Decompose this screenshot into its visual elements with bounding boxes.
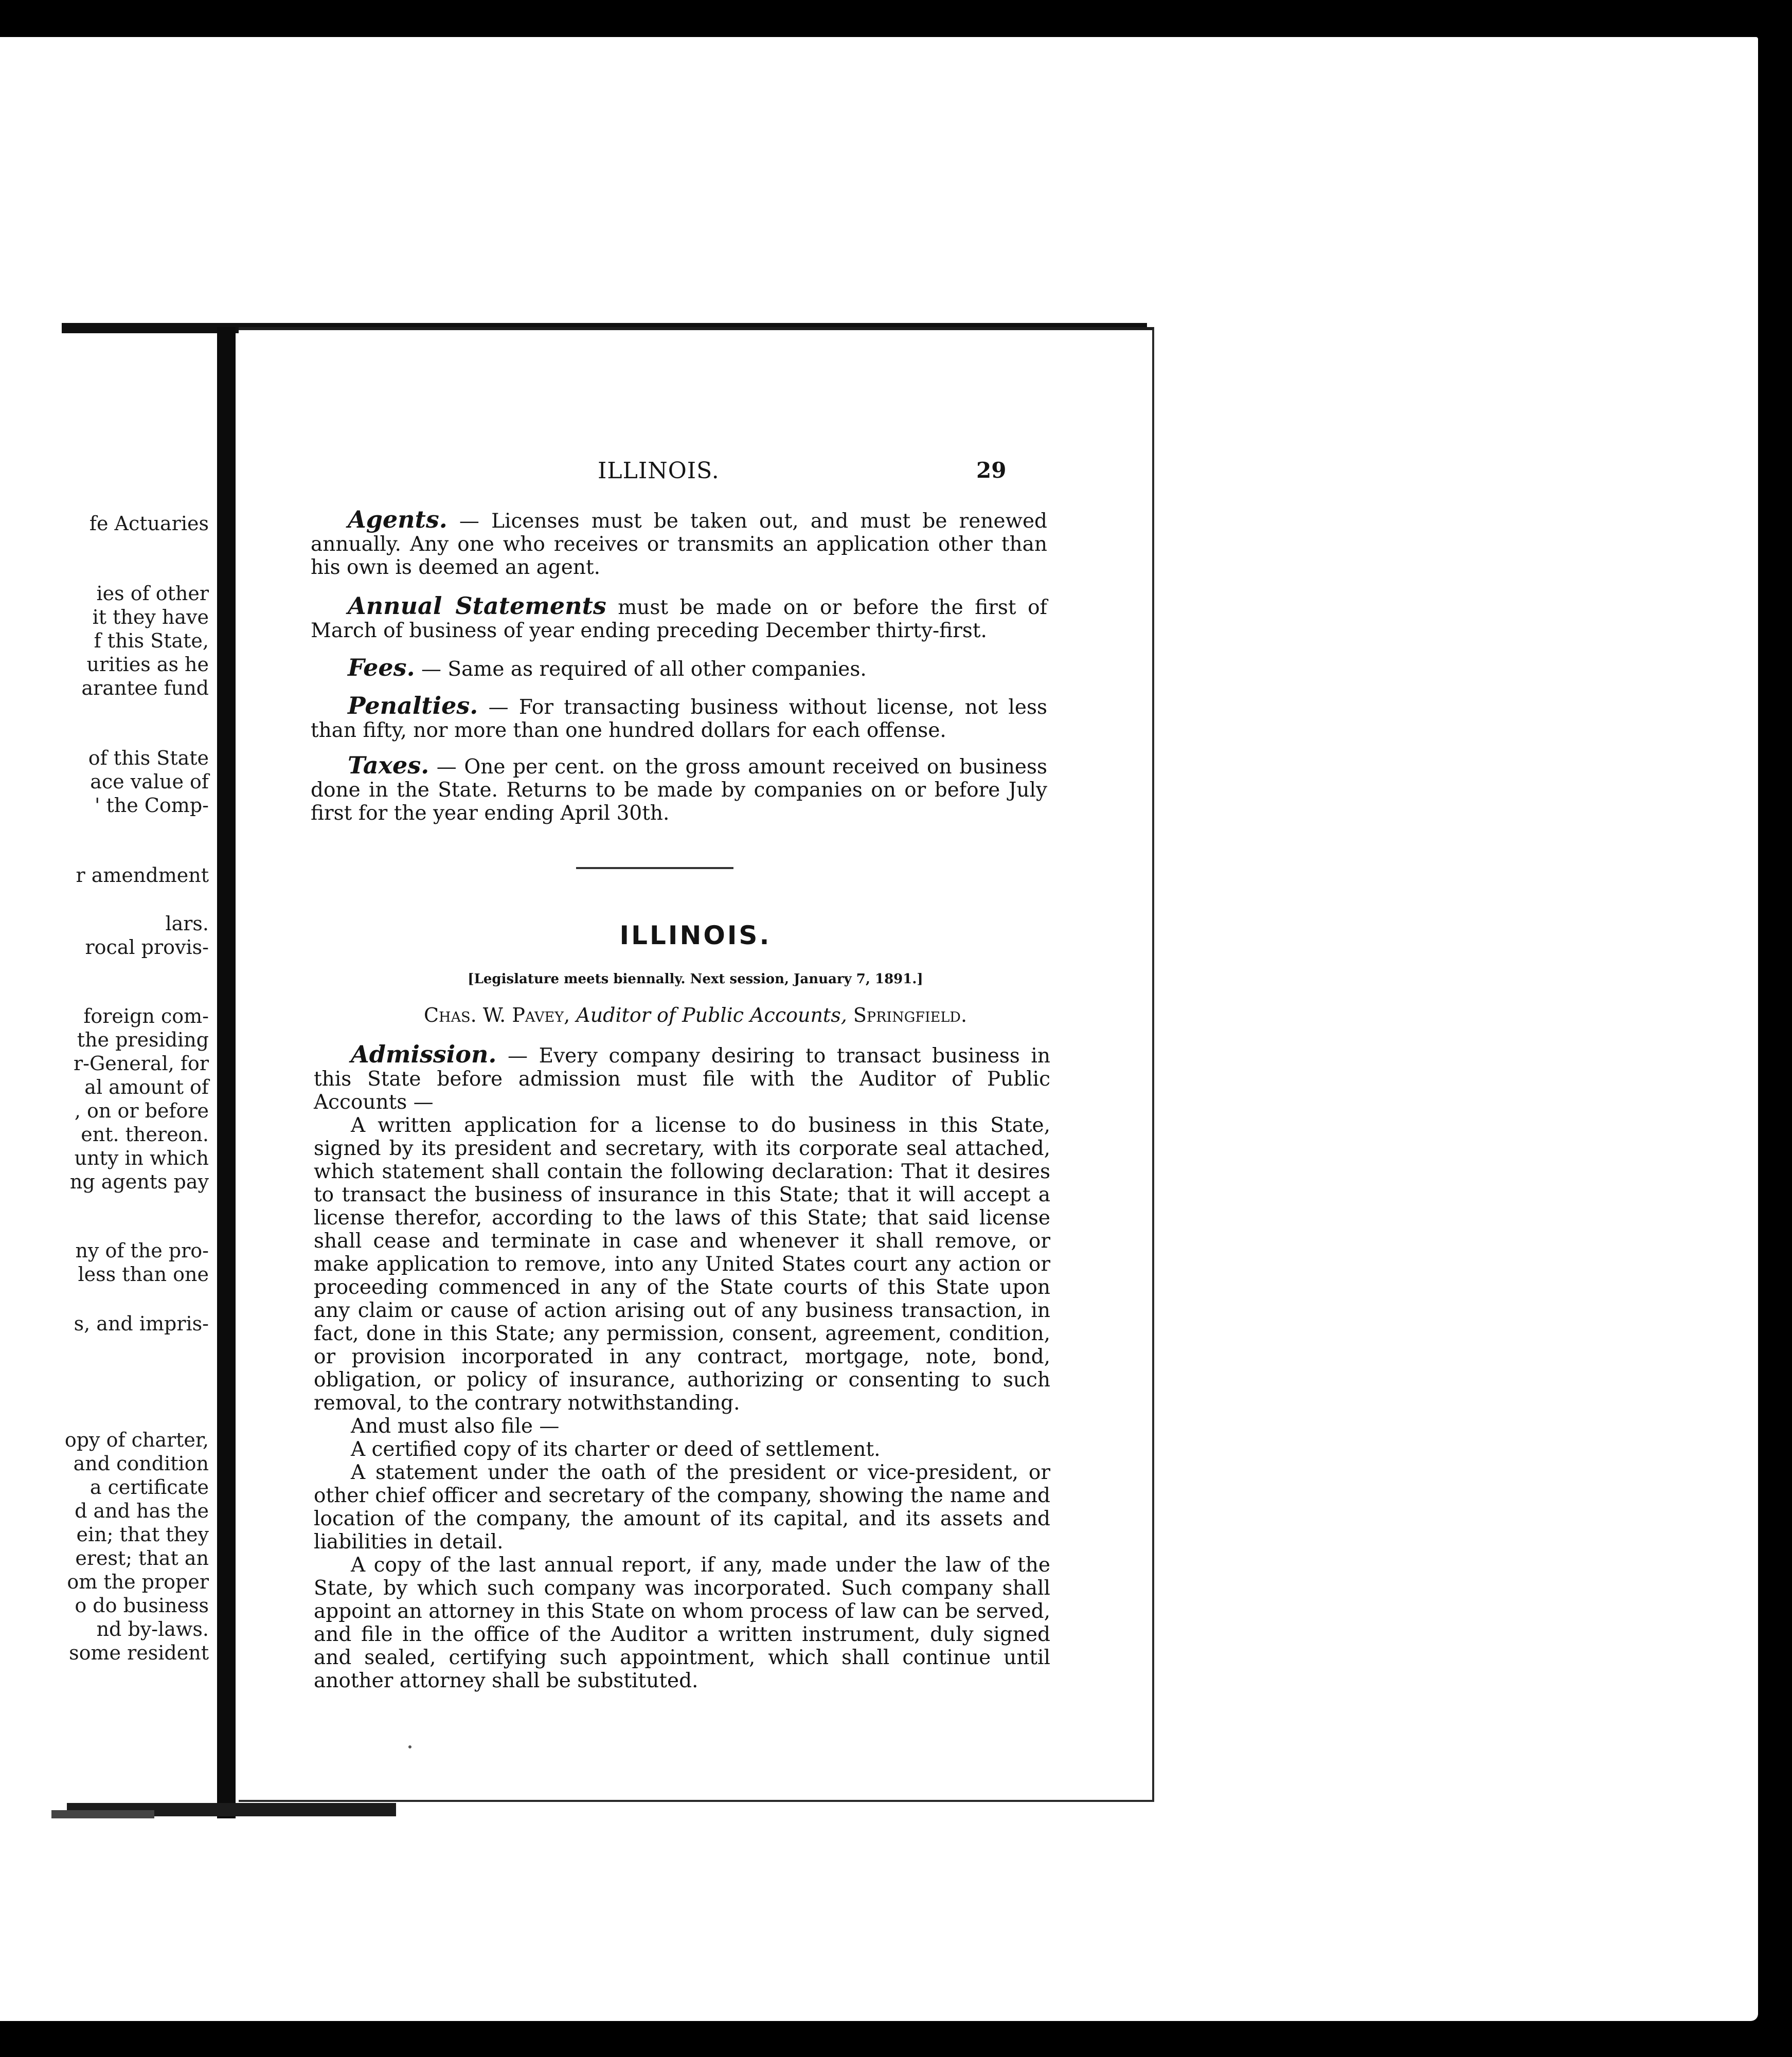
left-fragment: o do business — [75, 1594, 209, 1617]
penalties-paragraph — [311, 694, 1047, 742]
left-fragment: r-General, for — [73, 1052, 209, 1075]
left-fragment: erest; that an — [75, 1547, 209, 1569]
book-spine — [217, 327, 236, 1818]
fees-paragraph — [311, 656, 1047, 681]
section-heading: ILLINOIS. — [619, 921, 772, 950]
admission-paragraph: A written application for a license to do business in this State, signed by its president and secretary, with its corporate seal attached, which statement shall contain the following declaration: That it desires to transact the business of insurance in this State; that it will accept a license therefor, according to the laws of this State; that said license shall cease and terminate in case and whenever it shall remove, or make application to remove, into any United States court any action or proceeding commenced in any of the State courts of this State upon any claim or cause of action arising out of any business transaction, in fact, done in this State; any permission, consent, agreement, condition, or provision incorporated in any contract, mortgage, note, bond, obligation, or policy of insurance, authorizing or consenting to such removal, to the contrary notwithstanding. — [314, 1114, 1050, 1415]
left-fragment: al amount of — [84, 1076, 209, 1098]
left-fragment: f this State, — [94, 629, 209, 652]
left-fragment: urities as he — [86, 653, 209, 676]
left-fragment: foreign com- — [83, 1005, 209, 1027]
admission-lead: Admission. — [351, 1040, 497, 1068]
left-fragment: arantee fund — [81, 677, 209, 699]
left-fragment: r amendment — [76, 864, 209, 887]
previous-page — [0, 333, 226, 1808]
admission-paragraph: A statement under the oath of the president or vice-president, or other chief officer and secretary of the company, showing the name and location of the company, the amount of its capital, and its assets and liabilities in detail. — [314, 1461, 1050, 1554]
annual-statements-lead: Annual Statements — [348, 592, 606, 620]
agents-paragraph — [311, 508, 1047, 579]
fees-lead: Fees. — [348, 654, 415, 681]
official-name: Chas. W. Pavey, — [423, 1004, 570, 1026]
taxes-paragraph — [311, 751, 1047, 825]
left-fragment: ng agents pay — [69, 1170, 209, 1193]
left-fragment: lars. — [165, 912, 209, 935]
left-fragment: of this State — [88, 747, 209, 769]
left-fragment: d and has the — [75, 1500, 209, 1522]
left-fragment: ace value of — [90, 770, 209, 793]
left-fragment: nd by-laws. — [96, 1618, 209, 1640]
left-fragment: opy of charter, — [64, 1429, 209, 1451]
taxes-text: — One per cent. on the gross amount received on business done in the State. Returns to be made by companies on or before July first for the year ending April 30th. — [311, 755, 1047, 825]
agents-text: — Licenses must be taken out, and must be renewed annually. Any one who receives or transmits an application other than his own is deemed an agent. — [311, 510, 1047, 579]
left-fragment: ' the Comp- — [95, 794, 209, 817]
scan-speck — [408, 1745, 411, 1748]
left-fragment: ent. thereon. — [81, 1123, 209, 1146]
book-page — [239, 327, 1154, 1802]
admission-paragraph: And must also file — — [351, 1415, 560, 1438]
running-head — [239, 458, 1152, 489]
page-number: 29 — [976, 458, 1007, 483]
session-note: [Legislature meets biennally. Next session, January 7, 1891.] — [468, 971, 923, 987]
left-fragment: fe Actuaries — [89, 512, 209, 535]
official-title: Auditor of Public Accounts, — [576, 1004, 847, 1026]
left-fragment: ny of the pro- — [75, 1239, 209, 1262]
left-fragment: the presiding — [77, 1028, 209, 1051]
agents-lead: Agents. — [348, 506, 447, 533]
admission-paragraph: A certified copy of its charter or deed of settlement. — [351, 1438, 881, 1461]
left-fragment: a certificate — [89, 1476, 209, 1499]
left-fragment: unty in which — [74, 1147, 209, 1169]
annual-statements-text: must be made on or before the first of March of business of year ending preceding December thirty-first. — [311, 596, 1047, 642]
left-fragment: , on or before — [74, 1099, 209, 1122]
official-line — [239, 1004, 1152, 1026]
taxes-lead: Taxes. — [348, 751, 429, 779]
left-fragment: s, and impris- — [74, 1312, 209, 1335]
annual-statements-paragraph — [311, 594, 1047, 642]
left-fragment: om the proper — [67, 1571, 209, 1593]
admission-section — [314, 1040, 1050, 1692]
admission-text: — Every company desiring to transact business in this State before admission must file with the Auditor of Public Accounts — — [314, 1044, 1050, 1114]
left-fragment: less than one — [78, 1263, 209, 1286]
binding-shadow-bottom-edge — [51, 1810, 154, 1818]
left-fragment: it they have — [92, 606, 209, 628]
penalties-lead: Penalties. — [348, 692, 478, 719]
left-fragment: some resident — [69, 1641, 209, 1664]
penalties-text: — For transacting business without license, not less than fifty, nor more than one hundred dollars for each offense. — [311, 696, 1047, 742]
left-fragment: rocal provis- — [85, 936, 209, 959]
running-title: ILLINOIS. — [598, 458, 720, 484]
admission-paragraph: A copy of the last annual report, if any, made under the law of the State, by which such company was incorporated. Such company shall appoint an attorney in this State on whom process of law can be served, and file in the office of the Auditor a written instrument, duly signed and sealed, certifying such appointment, which shall continue until another attorney shall be substituted. — [314, 1554, 1050, 1692]
section-divider — [576, 867, 733, 869]
left-fragment: and condition — [73, 1452, 209, 1475]
fees-text: — Same as required of all other companies. — [415, 658, 867, 681]
left-fragment: ies of other — [96, 582, 209, 605]
left-fragment: ein; that they — [76, 1523, 209, 1546]
official-place: Springfield. — [853, 1004, 967, 1026]
